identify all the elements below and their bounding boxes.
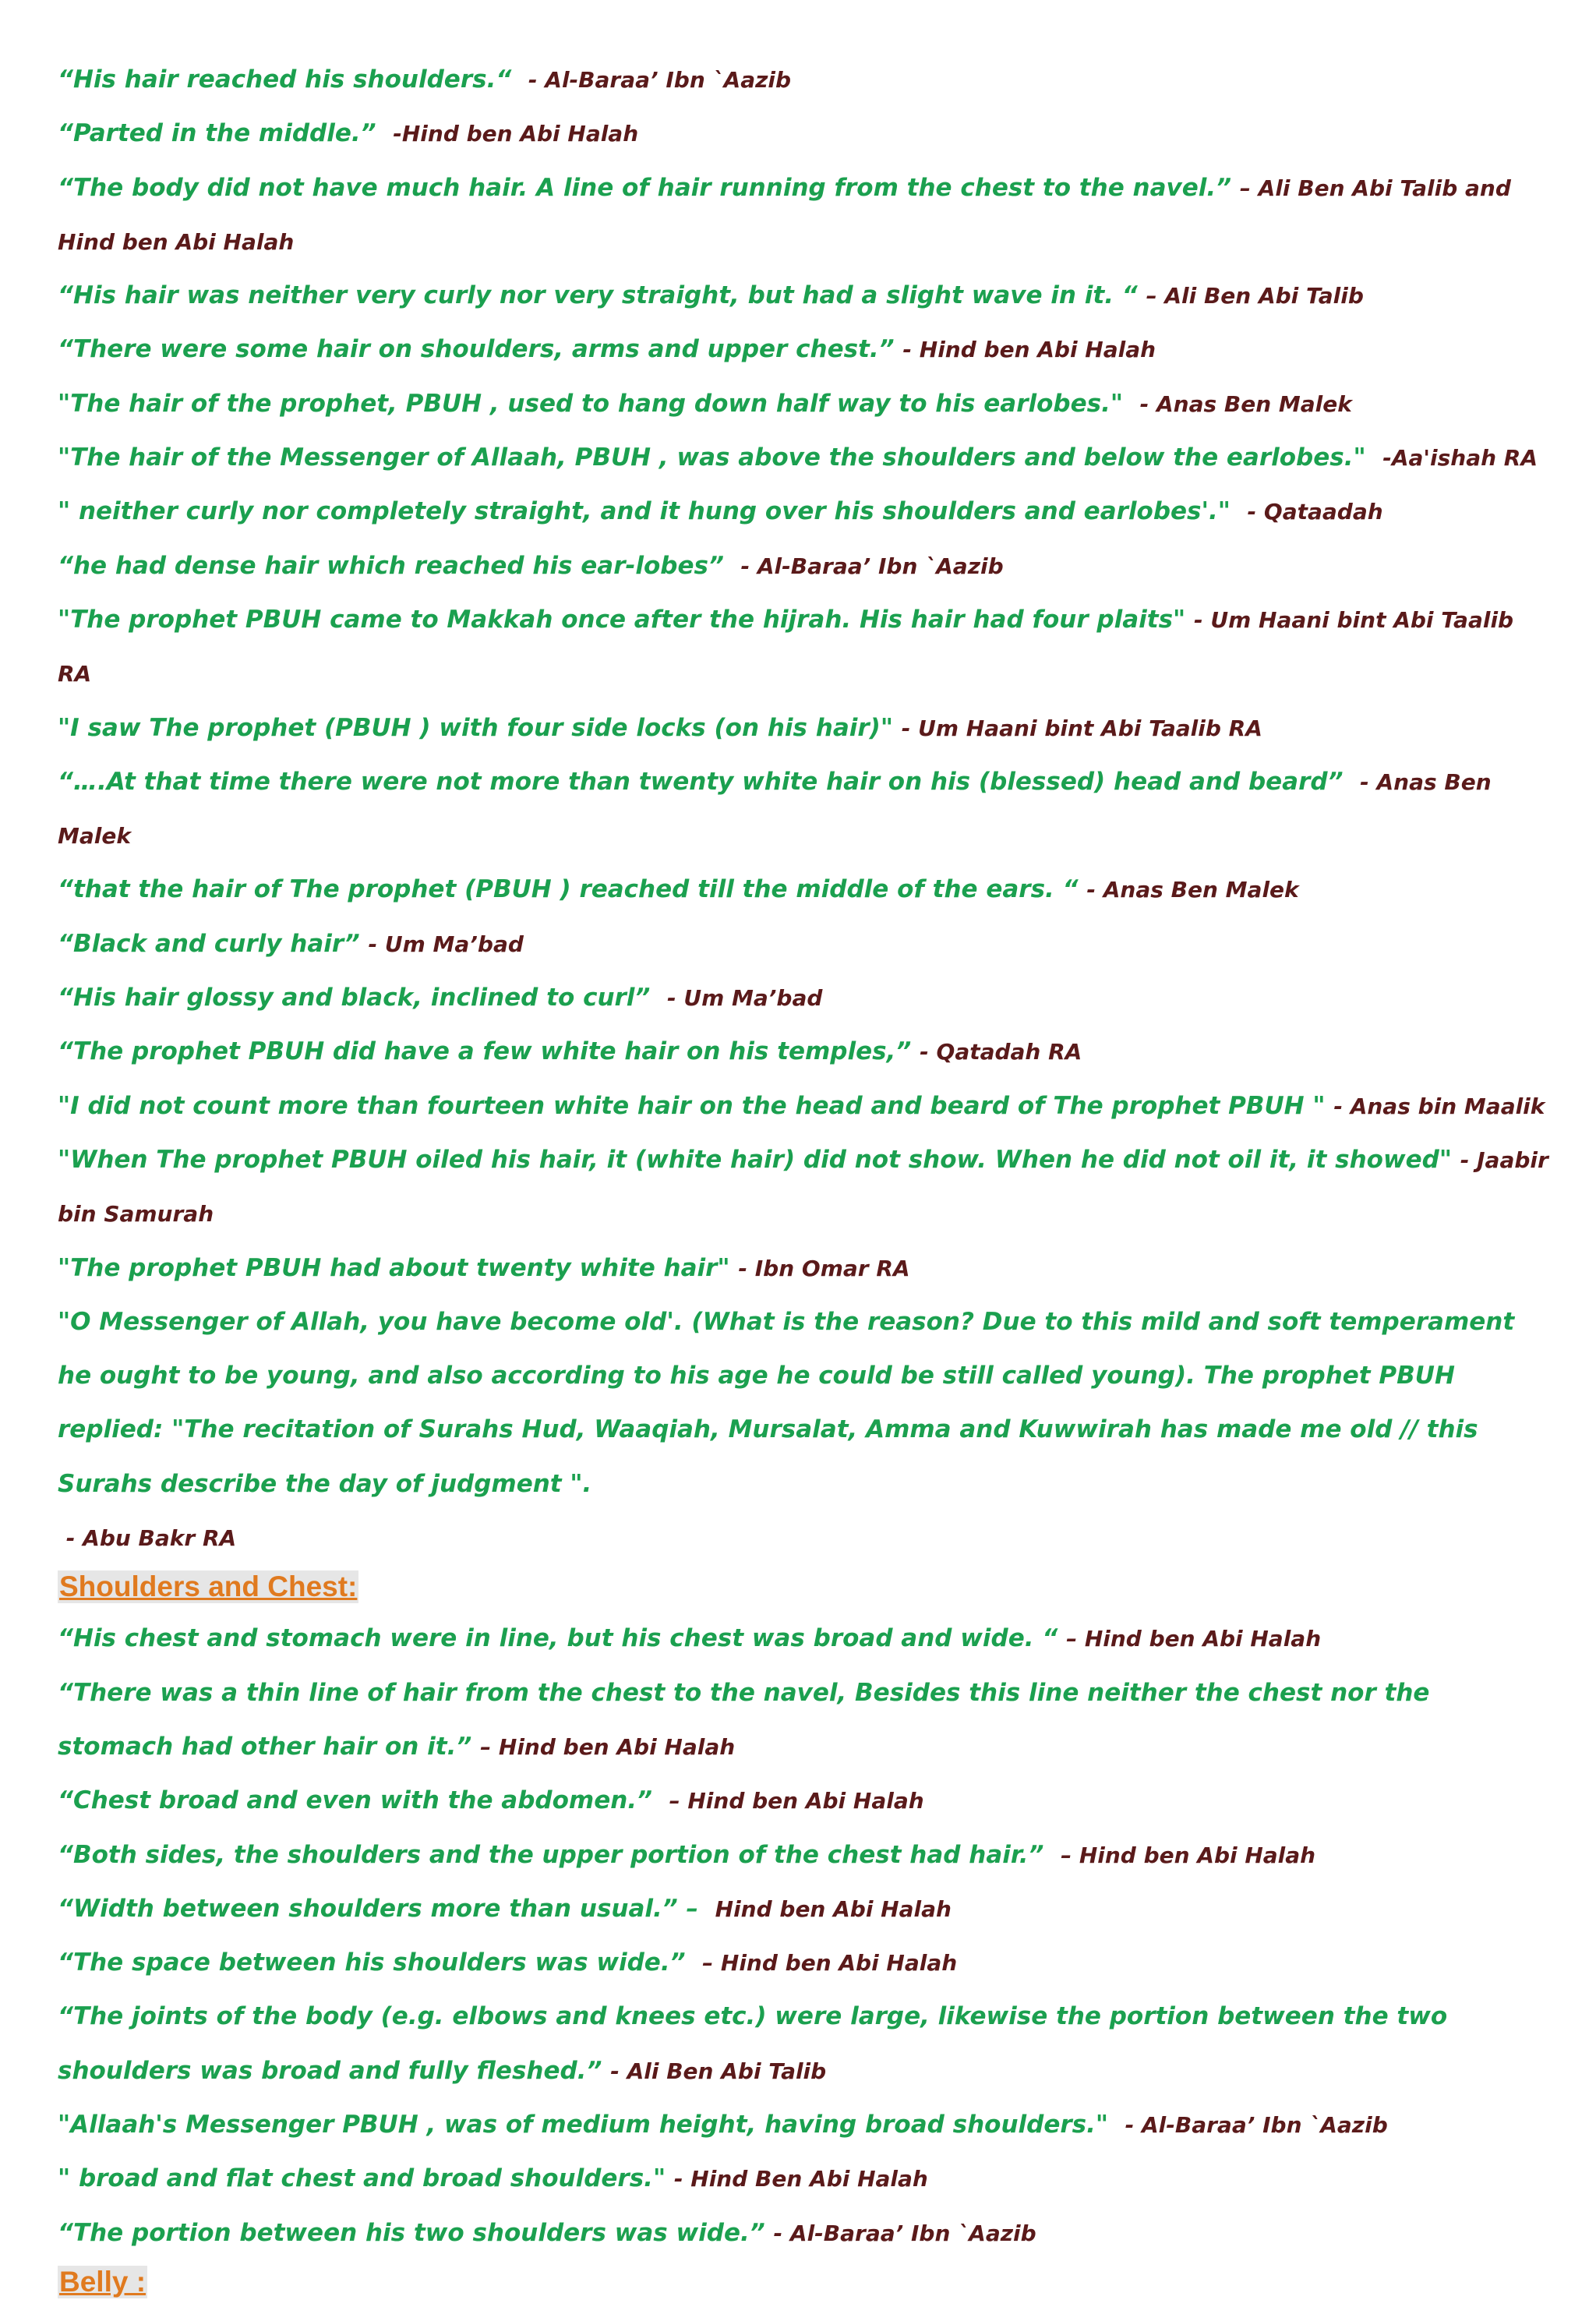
- shoulders-entry-6: [58, 1936, 1549, 1990]
- quote-text: “His chest and stomach were in line, but his chest was broad and wide. “: [58, 1624, 1058, 1653]
- quote-text: "When The prophet PBUH oiled his hair, it (white hair) did not show. When he did not oil it, it showed": [58, 1145, 1452, 1174]
- quote-text: “The body did not have much hair. A line of hair running from the chest to the navel.”: [58, 173, 1232, 202]
- hair-entry-10: [58, 593, 1549, 701]
- quote-source: -Hind ben Abi Halah: [393, 121, 639, 147]
- quote-source: - Hind ben Abi Halah: [902, 337, 1156, 363]
- quote-text: "The hair of the Messenger of Allaah, PBUH , was above the shoulders and below the earlobes.": [58, 443, 1366, 472]
- quote-text: "The hair of the prophet, PBUH , used to hang down half way to his earlobes.": [58, 389, 1123, 418]
- quote-text: “he had dense hair which reached his ear-lobes”: [58, 551, 724, 580]
- quote-source: - Al-Baraa’ Ibn `Aazib: [1125, 2111, 1388, 2138]
- hair-entry-16: [58, 1025, 1549, 1079]
- quote-source: – Hind ben Abi Halah: [702, 1950, 958, 1977]
- quote-source: - Ali Ben Abi Talib: [610, 2058, 827, 2084]
- quote-text: “Width between shoulders more than usual.” –: [58, 1894, 699, 1923]
- quote-source: – Ali Ben Abi Talib: [1146, 283, 1364, 309]
- shoulders-entry-7: [58, 1990, 1549, 2098]
- quote-source: - Anas Ben Malek: [1139, 390, 1352, 417]
- shoulders-entry-2: [58, 1666, 1549, 1775]
- hair-entry-17: [58, 1079, 1549, 1133]
- quote-source: – Ali Ben Abi Talib and Hind ben Abi Halah: [58, 175, 1511, 255]
- hair-entry-13: [58, 863, 1549, 917]
- quote-source: -Aa'ishah RA: [1382, 445, 1538, 472]
- hair-entry-1: [58, 53, 1549, 107]
- quote-source: – Hind ben Abi Halah: [1066, 1626, 1322, 1652]
- quote-source: - Um Ma’bad: [368, 931, 524, 957]
- quote-source: - Um Haani bint Abi Taalib RA: [901, 715, 1262, 741]
- hair-entry-20: [58, 1295, 1549, 1565]
- shoulders-entry-9: [58, 2152, 1549, 2206]
- quote-source: - Abu Bakr RA: [65, 1525, 237, 1552]
- quote-text: " broad and flat chest and broad shoulders.": [58, 2164, 666, 2193]
- quote-source: - Jaabir bin Samurah: [58, 1146, 1548, 1228]
- quote-text: “The joints of the body (e.g. elbows and knees etc.) were large, likewise the portion between the two shoulders was broad and fully fleshed.”: [58, 2002, 1448, 2085]
- quote-source: - Um Haani bint Abi Taalib RA: [58, 606, 1514, 687]
- quote-text: "I did not count more than fourteen white hair on the head and beard of The prophet PBUH ": [58, 1091, 1326, 1120]
- hair-entry-9: [58, 539, 1549, 593]
- quote-text: "I saw The prophet (PBUH ) with four side locks (on his hair)": [58, 713, 893, 742]
- hair-entry-12: [58, 755, 1549, 864]
- quote-source: - Qataadah: [1247, 499, 1383, 525]
- quote-source: - Anas Ben Malek: [1086, 877, 1299, 903]
- quote-source: - Anas bin Maalik: [1333, 1093, 1545, 1119]
- quote-text: “The portion between his two shoulders was wide.”: [58, 2218, 765, 2247]
- quote-source: – Hind ben Abi Halah: [1061, 1842, 1316, 1868]
- quote-text: " neither curly nor completely straight, and it hung over his shoulders and earlobes'.": [58, 497, 1231, 526]
- hair-entry-19: [58, 1242, 1549, 1295]
- hair-entry-8: [58, 485, 1549, 539]
- hair-entry-11: [58, 701, 1549, 755]
- quote-text: "The prophet PBUH had about twenty white hair": [58, 1253, 730, 1282]
- quote-text: "Allaah's Messenger PBUH , was of medium height, having broad shoulders.": [58, 2110, 1109, 2139]
- quote-text: “His hair reached his shoulders.“: [58, 65, 512, 94]
- quote-source: - Al-Baraa’ Ibn `Aazib: [740, 553, 1004, 579]
- hair-entry-18: [58, 1133, 1549, 1242]
- quote-text: “There was a thin line of hair from the chest to the navel, Besides this line neither the chest nor the stomach had other hair on it.”: [58, 1678, 1430, 1761]
- quote-source: - Al-Baraa’ Ibn `Aazib: [773, 2220, 1036, 2246]
- quote-source: - Um Ma’bad: [667, 985, 823, 1012]
- section-heading-shoulders-chest: Shoulders and Chest:: [59, 1570, 358, 1603]
- hair-entry-6: [58, 377, 1549, 431]
- shoulders-entry-5: [58, 1882, 1549, 1936]
- quote-source: - Hind Ben Abi Halah: [673, 2166, 928, 2192]
- quote-text: "The prophet PBUH came to Makkah once after the hijrah. His hair had four plaits": [58, 605, 1186, 634]
- shoulders-section: [58, 1612, 1549, 2260]
- quote-source: – Hind ben Abi Halah: [669, 1788, 924, 1814]
- quote-source: - Qatadah RA: [920, 1039, 1082, 1065]
- quote-text: “Black and curly hair”: [58, 929, 360, 958]
- quote-text: “The prophet PBUH did have a few white hair on his temples,”: [58, 1037, 912, 1066]
- quote-text: “….At that time there were not more than twenty white hair on his (blessed) head and beard”: [58, 767, 1344, 796]
- hair-section: [58, 53, 1549, 1565]
- quote-source: - Al-Baraa’ Ibn `Aazib: [528, 67, 792, 93]
- hair-entry-4: [58, 269, 1549, 323]
- quote-text: “His hair glossy and black, inclined to curl”: [58, 984, 651, 1012]
- quote-text: “There were some hair on shoulders, arms and upper chest.”: [58, 335, 895, 364]
- quote-text: “Chest broad and even with the abdomen.”: [58, 1786, 653, 1815]
- quote-source: – Hind ben Abi Halah: [480, 1733, 736, 1760]
- hair-entry-7: [58, 431, 1549, 485]
- hair-entry-5: [58, 323, 1549, 376]
- shoulders-entry-1: [58, 1612, 1549, 1666]
- quote-text: "O Messenger of Allah, you have become old'. (What is the reason? Due to this mild and soft temperament he ought to be young, and also according to his age he could be still called young). The prophet PBUH replied: "The recitation of Surahs Hud, Waaqiah, Mursalat, Amma and Kuwwirah has made me old // this Surahs describe the day of judgment ".: [58, 1307, 1515, 1498]
- hair-entry-15: [58, 971, 1549, 1025]
- shoulders-entry-4: [58, 1828, 1549, 1882]
- quote-source: - Anas Ben Malek: [58, 768, 1492, 850]
- quote-text: “Parted in the middle.”: [58, 119, 376, 148]
- section-heading-belly: Belly :: [59, 2265, 147, 2298]
- shoulders-entry-3: [58, 1774, 1549, 1828]
- quote-source: Hind ben Abi Halah: [715, 1895, 952, 1922]
- quote-text: “Both sides, the shoulders and the upper portion of the chest had hair.”: [58, 1840, 1044, 1869]
- shoulders-entry-10: [58, 2206, 1549, 2260]
- hair-entry-2: [58, 107, 1549, 161]
- quote-source: - Ibn Omar RA: [738, 1255, 910, 1281]
- hair-entry-3: [58, 161, 1549, 270]
- hair-entry-14: [58, 917, 1549, 971]
- quote-text: “that the hair of The prophet (PBUH ) reached till the middle of the ears. “: [58, 875, 1079, 904]
- quote-text: “The space between his shoulders was wide.”: [58, 1948, 686, 1977]
- shoulders-entry-8: [58, 2098, 1549, 2152]
- quote-text: “His hair was neither very curly nor very straight, but had a slight wave in it. “: [58, 281, 1138, 310]
